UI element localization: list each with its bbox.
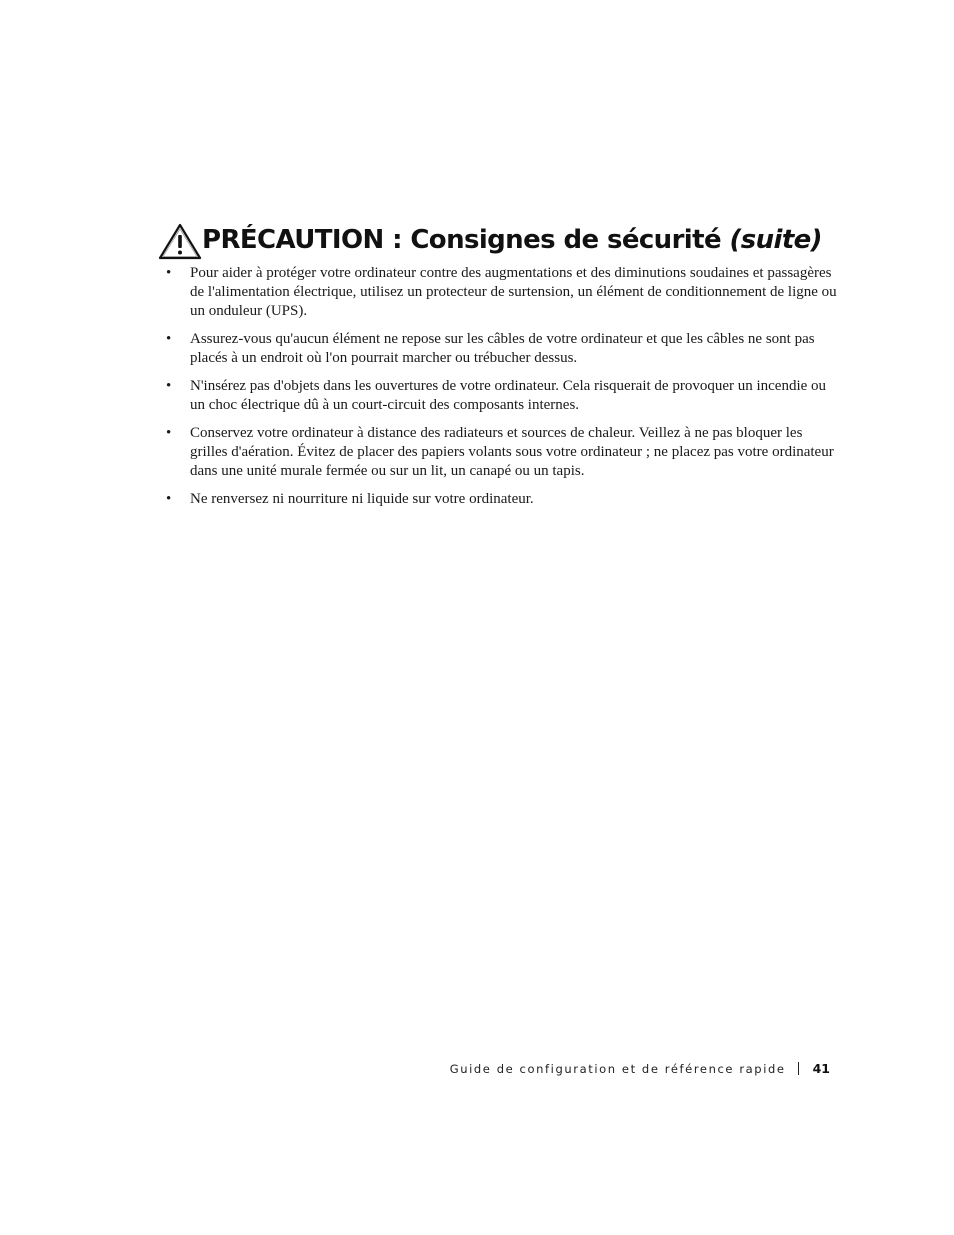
page-number: 41	[812, 1061, 830, 1076]
bullet-icon: •	[166, 378, 172, 394]
list-item-text: Assurez-vous qu'aucun élément ne repose sur les câbles de votre ordinateur et que les câbles ne sont pas placés à un endroit où l'on pourrait marcher ou trébucher dessus.	[190, 331, 815, 366]
page-footer	[450, 1061, 830, 1076]
bullet-icon: •	[166, 265, 172, 281]
list-item-text: Conservez votre ordinateur à distance des radiateurs et sources de chaleur. Veillez à ne pas bloquer les grilles d'aération. Évitez de placer des papiers volants sous votre ordinateur ; ne placez pas votre ordinateur dans une unité murale fermée ou sur un lit, un canapé ou un tapis.	[190, 425, 834, 479]
safety-bullet-list	[160, 264, 840, 518]
heading-title	[202, 222, 822, 258]
footer-divider	[798, 1062, 799, 1075]
list-item	[160, 330, 840, 368]
list-item	[160, 264, 840, 321]
heading-title-main: PRÉCAUTION : Consignes de sécurité	[202, 225, 721, 255]
list-item-text: Pour aider à protéger votre ordinateur contre des augmentations et des diminutions soudaines et passagères de l'alimentation électrique, utilisez un protecteur de surtension, un élément de conditionnement de ligne ou un onduleur (UPS).	[190, 265, 837, 319]
page-heading	[158, 214, 822, 258]
bullet-icon: •	[166, 425, 172, 441]
footer-title: Guide de configuration et de référence rapide	[449, 1061, 786, 1076]
list-item	[160, 490, 840, 509]
list-item	[160, 377, 840, 415]
list-item-text: N'insérez pas d'objets dans les ouvertures de votre ordinateur. Cela risquerait de provoquer un incendie ou un choc électrique dû à un court-circuit des composants internes.	[190, 378, 827, 413]
list-item	[160, 424, 840, 481]
list-item-text: Ne renversez ni nourriture ni liquide sur votre ordinateur.	[190, 491, 534, 507]
bullet-icon: •	[166, 491, 172, 507]
warning-triangle-icon	[158, 222, 202, 260]
heading-title-suffix: (suite)	[729, 225, 822, 255]
bullet-icon: •	[166, 331, 172, 347]
